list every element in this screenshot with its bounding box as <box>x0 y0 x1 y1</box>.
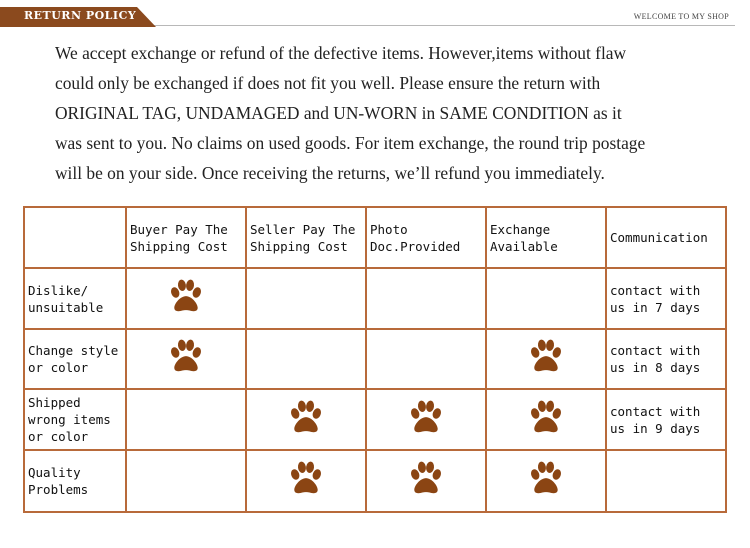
communication-cell: contact with us in 8 days <box>606 329 726 389</box>
table-cell <box>486 389 606 450</box>
column-header-buyer-pay: Buyer Pay The Shipping Cost <box>126 207 246 268</box>
paw-print-icon <box>408 425 444 440</box>
intro-line: We accept exchange or refund of the defective items. However,items without flaw <box>55 43 627 63</box>
column-header-seller-pay: Seller Pay The Shipping Cost <box>246 207 366 268</box>
table-row <box>24 329 726 389</box>
communication-cell: contact with us in 7 days <box>606 268 726 329</box>
paw-print-icon <box>528 425 564 440</box>
communication-cell: contact with us in 9 days <box>606 389 726 450</box>
header-cell-empty <box>24 207 126 268</box>
column-header-photo-doc: Photo Doc.Provided <box>366 207 486 268</box>
table-cell <box>246 450 366 512</box>
table-header-row <box>24 207 726 268</box>
table-cell <box>246 268 366 329</box>
paw-print-icon <box>168 304 204 319</box>
policy-intro-paragraph <box>55 38 745 188</box>
table-cell <box>246 329 366 389</box>
table-cell <box>366 389 486 450</box>
row-label: Dislike/ unsuitable <box>24 268 126 329</box>
communication-cell <box>606 450 726 512</box>
intro-line: ORIGINAL TAG, UNDAMAGED and UN-WORN in SAME CONDITION as it <box>55 103 622 123</box>
table-cell <box>486 450 606 512</box>
welcome-link[interactable]: WELCOME TO MY SHOP <box>633 12 729 21</box>
return-policy-table <box>23 206 727 513</box>
paw-print-icon <box>528 364 564 379</box>
table-cell <box>486 329 606 389</box>
table-row <box>24 389 726 450</box>
row-label: Change style or color <box>24 329 126 389</box>
table-cell <box>366 268 486 329</box>
column-header-communication: Communication <box>606 207 726 268</box>
table-cell <box>126 268 246 329</box>
table-row <box>24 450 726 512</box>
intro-line: could only be exchanged if does not fit you well. Please ensure the return with <box>55 73 601 93</box>
row-label: Quality Problems <box>24 450 126 512</box>
table-cell <box>486 268 606 329</box>
row-label: Shipped wrong items or color <box>24 389 126 450</box>
paw-print-icon <box>288 486 324 501</box>
table-cell <box>126 389 246 450</box>
column-header-exchange: Exchange Available <box>486 207 606 268</box>
paw-print-icon <box>168 364 204 379</box>
table-cell <box>126 450 246 512</box>
table-cell <box>246 389 366 450</box>
paw-print-icon <box>408 486 444 501</box>
table-row <box>24 268 726 329</box>
paw-print-icon <box>528 486 564 501</box>
banner-title: RETURN POLICY <box>24 9 137 22</box>
intro-line: was sent to you. No claims on used goods. For item exchange, the round trip postage <box>55 133 646 153</box>
paw-print-icon <box>288 425 324 440</box>
table-cell <box>366 450 486 512</box>
table-cell <box>366 329 486 389</box>
table-cell <box>126 329 246 389</box>
intro-line: will be on your side. Once receiving the returns, we’ll refund you immediately. <box>55 163 605 183</box>
